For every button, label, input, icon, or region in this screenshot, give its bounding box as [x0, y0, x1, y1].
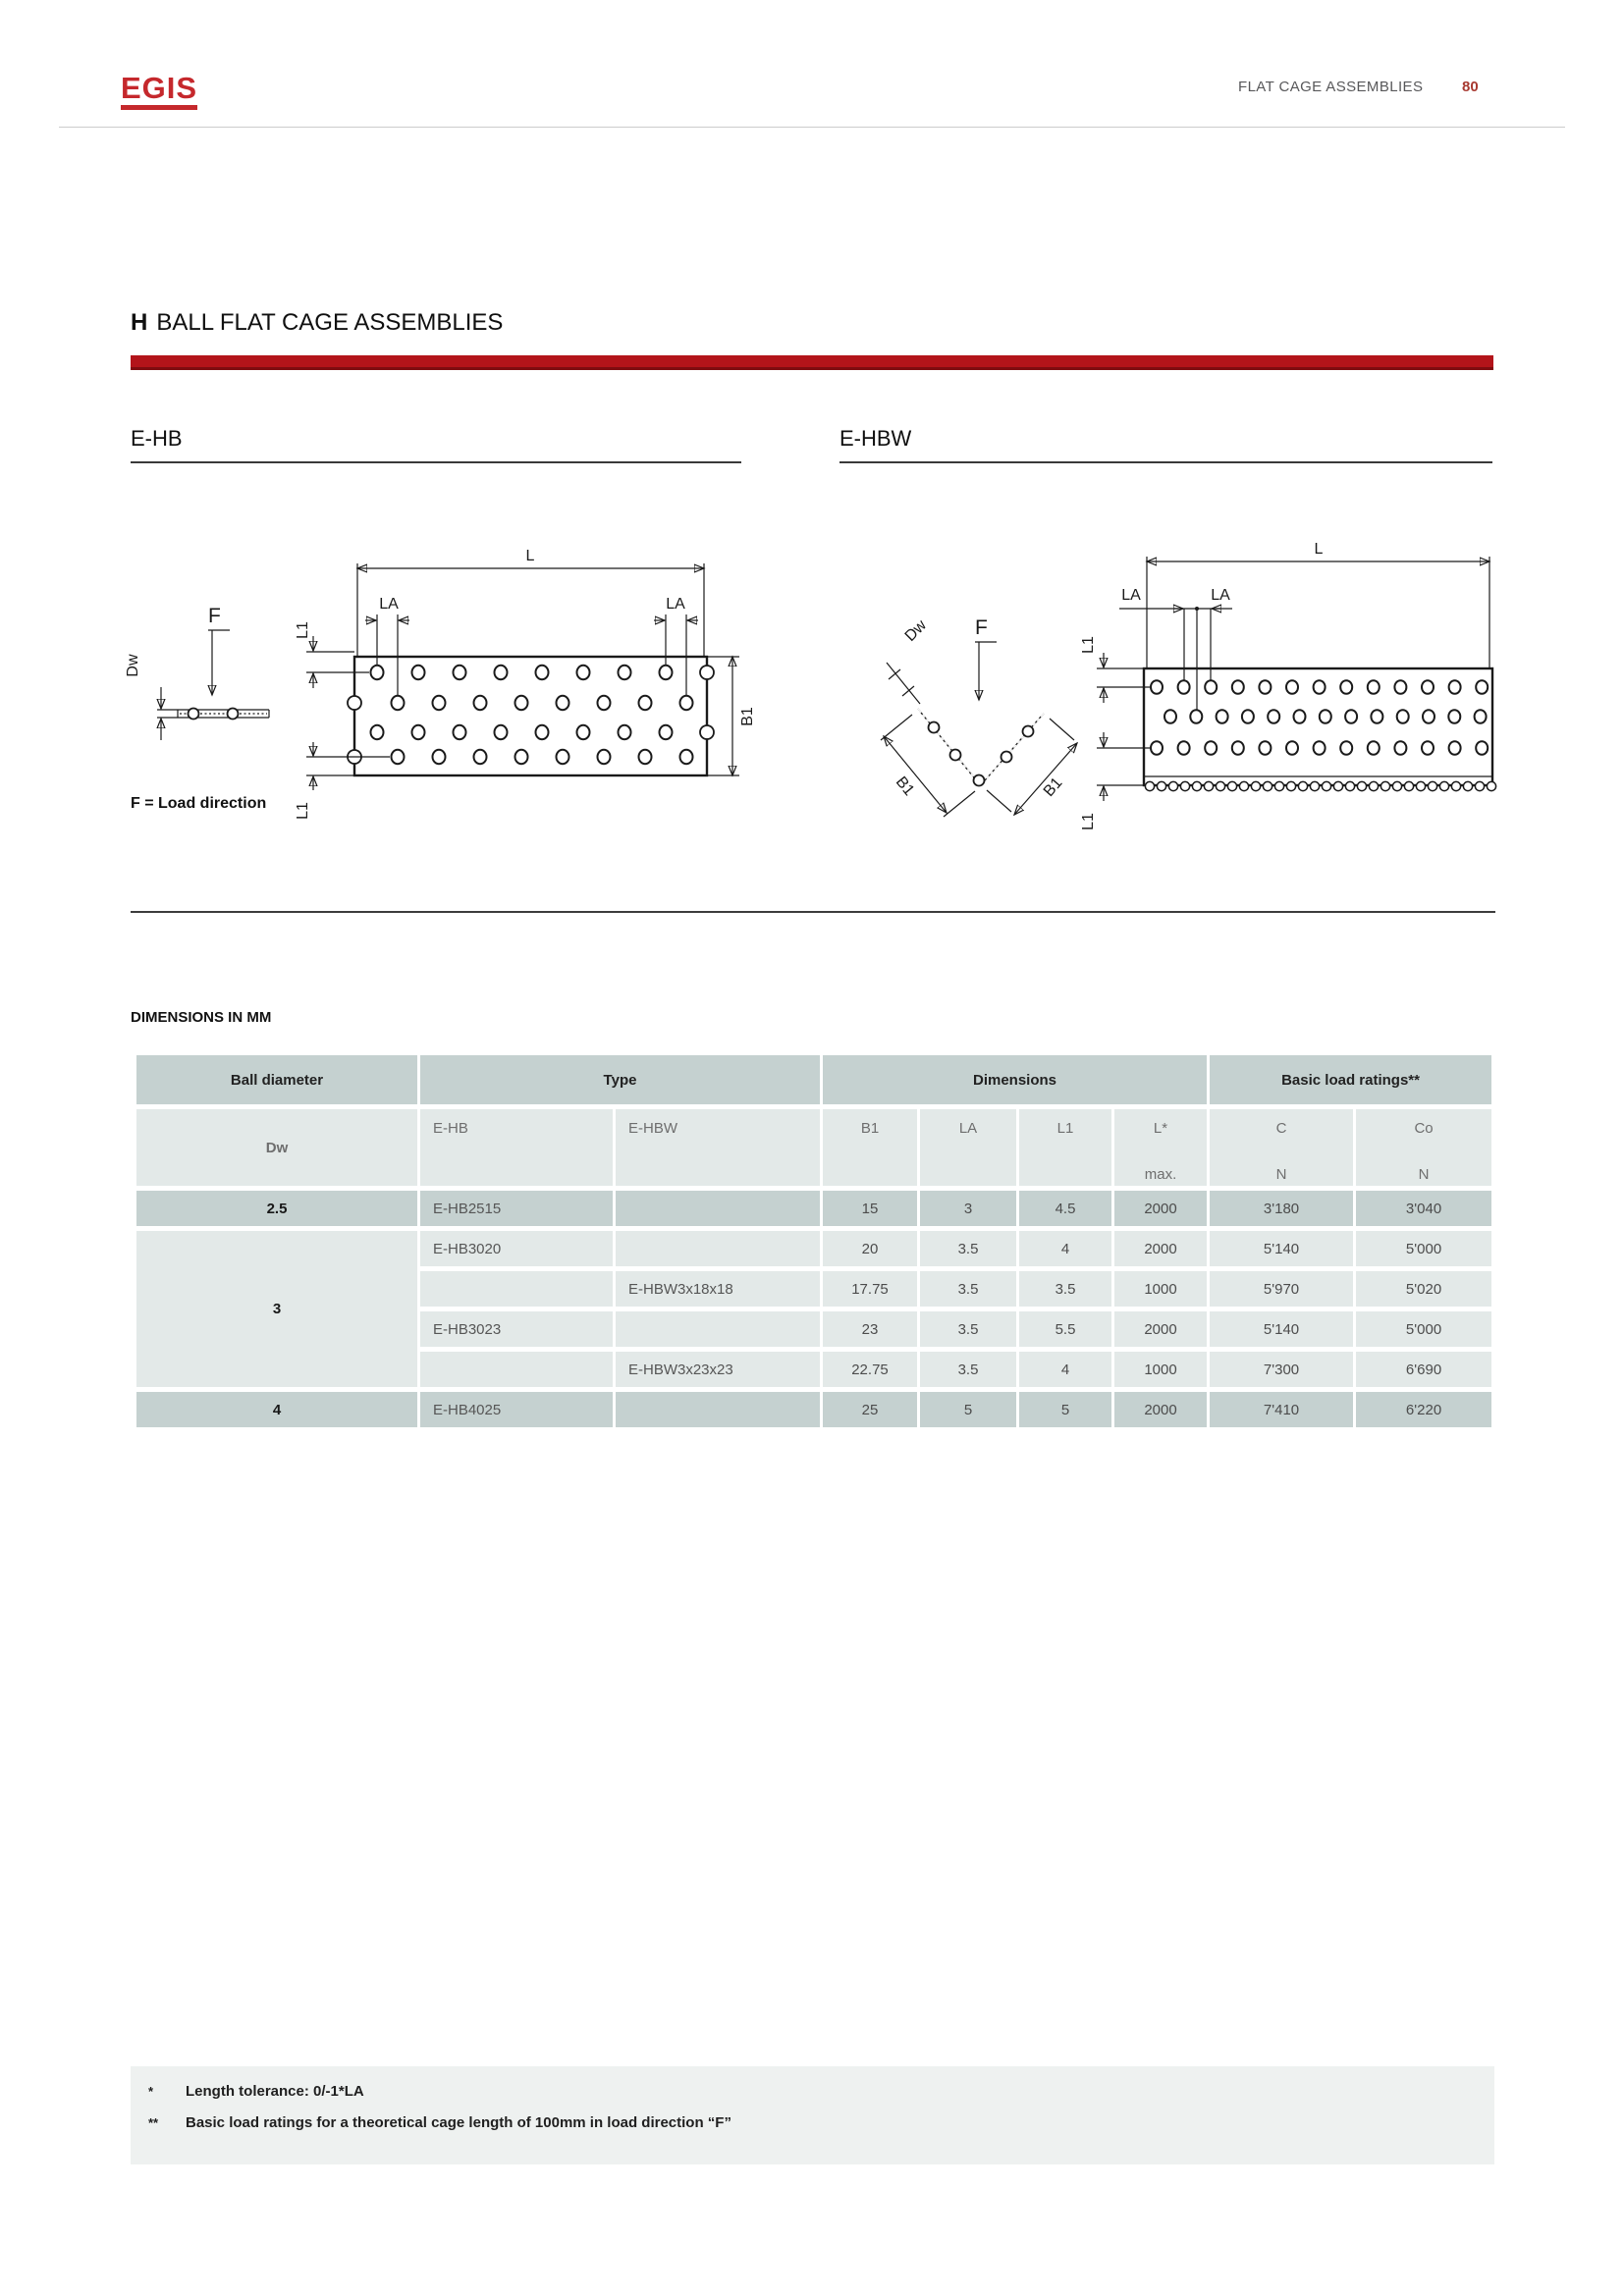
- dim-label-l1: L1: [1080, 636, 1097, 654]
- dw-label: Dw: [901, 616, 930, 645]
- dim-label-la: LA: [1211, 587, 1230, 604]
- cell-dw: 4: [136, 1392, 417, 1427]
- title-index-letter: H: [131, 309, 148, 336]
- ehbw-hole-row: [1151, 741, 1488, 755]
- cell-l1: 5.5: [1019, 1311, 1111, 1347]
- drawing-ehbw: [830, 535, 1507, 859]
- subheader-l-max: L* max.: [1114, 1109, 1207, 1186]
- dim-label-b1: B1: [739, 707, 756, 726]
- cell-ehbw: [616, 1311, 820, 1347]
- ehb-top-view: [348, 657, 714, 775]
- cell-ehb: E-HB3020: [420, 1231, 613, 1266]
- dimensions-note: DIMENSIONS IN MM: [131, 1009, 272, 1026]
- cell-ehbw: E-HBW3x23x23: [616, 1352, 820, 1387]
- subheader-ehb: E-HB: [420, 1109, 613, 1186]
- dim-label-l1: L1: [295, 621, 311, 639]
- footnotes-box: [131, 2066, 1494, 2164]
- table-sub-header-row: [136, 1109, 1491, 1186]
- section-heading-ehbw: E-HBW: [839, 426, 912, 451]
- ehb-hole-row: [392, 750, 693, 764]
- cell-l-max: 2000: [1114, 1231, 1207, 1266]
- ehbw-side-view: [881, 616, 1077, 817]
- cell-ehb: E-HB2515: [420, 1191, 613, 1226]
- dimensions-table: [134, 1050, 1494, 1432]
- subheader-dw: Dw: [136, 1109, 417, 1186]
- footnote-marker: *: [148, 2084, 154, 2099]
- cell-ehbw: [616, 1191, 820, 1226]
- drawing-ehb: [118, 540, 766, 834]
- footnote: [148, 2114, 731, 2131]
- dw-label: Dw: [125, 654, 141, 677]
- egis-logo: EGIS: [121, 73, 197, 110]
- cell-l1: 3.5: [1019, 1271, 1111, 1307]
- ehb-side-view: [125, 605, 269, 740]
- cell-la: 3.5: [920, 1352, 1016, 1387]
- header-type: Type: [420, 1055, 820, 1104]
- table-row: [136, 1392, 1491, 1427]
- header-load-ratings: Basic load ratings**: [1210, 1055, 1491, 1104]
- subheader-ehbw: E-HBW: [616, 1109, 820, 1186]
- table-row: [136, 1231, 1491, 1266]
- cell-c: 5'140: [1210, 1311, 1353, 1347]
- footnote-marker: **: [148, 2115, 159, 2130]
- cell-l-max: 2000: [1114, 1191, 1207, 1226]
- cell-l1: 5: [1019, 1392, 1111, 1427]
- title-text: BALL FLAT CAGE ASSEMBLIES: [156, 309, 504, 336]
- cell-co: 5'000: [1356, 1231, 1491, 1266]
- section-heading-ehb: E-HB: [131, 426, 183, 451]
- cell-l-max: 1000: [1114, 1352, 1207, 1387]
- ehbw-hole-row: [1164, 710, 1487, 723]
- section-rule-ehb: [131, 461, 741, 463]
- cell-ehbw: [616, 1231, 820, 1266]
- footnote-text: Length tolerance: 0/-1*LA: [186, 2083, 364, 2100]
- cell-c: 5'140: [1210, 1231, 1353, 1266]
- dim-label-b1: B1: [1040, 774, 1066, 801]
- cell-b1: 23: [823, 1311, 917, 1347]
- header-section-title: FLAT CAGE ASSEMBLIES: [1238, 79, 1424, 95]
- subheader-c: C N: [1210, 1109, 1353, 1186]
- dim-label-la: LA: [666, 596, 685, 613]
- header-ball-diameter: Ball diameter: [136, 1055, 417, 1104]
- table-row: [136, 1191, 1491, 1226]
- cell-co: 5'020: [1356, 1271, 1491, 1307]
- cell-ehb: E-HB3023: [420, 1311, 613, 1347]
- cell-l1: 4: [1019, 1352, 1111, 1387]
- cell-la: 3.5: [920, 1231, 1016, 1266]
- subheader-la: LA: [920, 1109, 1016, 1186]
- section-rule-ehbw: [839, 461, 1492, 463]
- footnote-text: Basic load ratings for a theoretical cage length of 100mm in load direction “F”: [186, 2114, 731, 2131]
- cell-l-max: 2000: [1114, 1392, 1207, 1427]
- red-accent-bar: [131, 355, 1493, 370]
- cell-c: 3'180: [1210, 1191, 1353, 1226]
- cell-b1: 15: [823, 1191, 917, 1226]
- cell-c: 7'410: [1210, 1392, 1353, 1427]
- cell-ehb: E-HB4025: [420, 1392, 613, 1427]
- cell-ehbw: [616, 1392, 820, 1427]
- ehb-hole-row: [371, 725, 673, 739]
- cell-b1: 20: [823, 1231, 917, 1266]
- load-arrow-label: F: [975, 616, 988, 639]
- table-group-header-row: [136, 1055, 1491, 1104]
- page-title: [131, 309, 503, 337]
- cell-l1: 4.5: [1019, 1191, 1111, 1226]
- dim-label-b1: B1: [892, 774, 918, 800]
- header-dimensions: Dimensions: [823, 1055, 1207, 1104]
- dim-label-l: L: [525, 548, 535, 564]
- load-arrow-label: F: [208, 605, 221, 627]
- cell-la: 3.5: [920, 1311, 1016, 1347]
- cell-b1: 17.75: [823, 1271, 917, 1307]
- cell-dw: 3: [136, 1231, 417, 1387]
- ehb-hole-row: [371, 666, 673, 679]
- dim-label-l1: L1: [1080, 813, 1097, 830]
- dim-label-la: LA: [1121, 587, 1141, 604]
- dim-label-la: LA: [379, 596, 399, 613]
- footnote: [148, 2083, 364, 2100]
- cell-c: 7'300: [1210, 1352, 1353, 1387]
- ehb-hole-row: [392, 696, 693, 710]
- cell-ehbw: E-HBW3x18x18: [616, 1271, 820, 1307]
- section-divider: [131, 911, 1495, 913]
- cell-la: 3.5: [920, 1271, 1016, 1307]
- cell-b1: 25: [823, 1392, 917, 1427]
- cell-co: 5'000: [1356, 1311, 1491, 1347]
- load-direction-note: F = Load direction: [131, 795, 267, 812]
- dim-label-l1: L1: [295, 802, 311, 820]
- cell-co: 6'690: [1356, 1352, 1491, 1387]
- cell-l-max: 2000: [1114, 1311, 1207, 1347]
- header-rule: [59, 127, 1565, 128]
- cell-la: 5: [920, 1392, 1016, 1427]
- cell-ehb: [420, 1352, 613, 1387]
- ehb-dimensions: [295, 548, 756, 820]
- page-number: 80: [1462, 79, 1479, 95]
- dim-label-l: L: [1314, 541, 1324, 558]
- cell-ehb: [420, 1271, 613, 1307]
- cell-co: 3'040: [1356, 1191, 1491, 1226]
- subheader-co: Co N: [1356, 1109, 1491, 1186]
- cell-l1: 4: [1019, 1231, 1111, 1266]
- cell-b1: 22.75: [823, 1352, 917, 1387]
- cell-l-max: 1000: [1114, 1271, 1207, 1307]
- cell-la: 3: [920, 1191, 1016, 1226]
- cell-dw: 2.5: [136, 1191, 417, 1226]
- cell-co: 6'220: [1356, 1392, 1491, 1427]
- subheader-b1: B1: [823, 1109, 917, 1186]
- subheader-l1: L1: [1019, 1109, 1111, 1186]
- cell-c: 5'970: [1210, 1271, 1353, 1307]
- ehbw-hole-row: [1151, 680, 1488, 694]
